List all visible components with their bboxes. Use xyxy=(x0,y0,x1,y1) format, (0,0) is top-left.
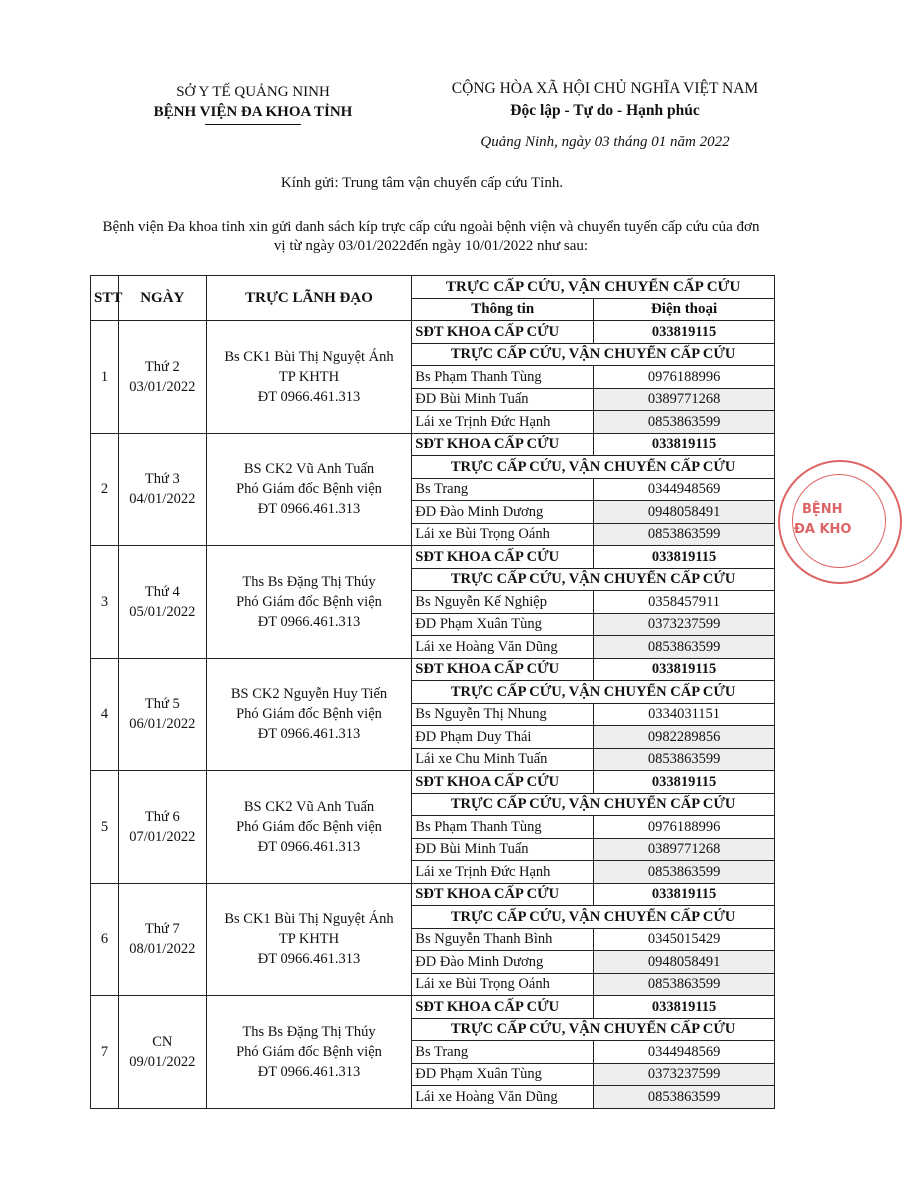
issuer-block xyxy=(118,82,388,125)
duty-team-label: TRỰC CẤP CỨU, VẬN CHUYỂN CẤP CỨU xyxy=(412,456,775,479)
table-row xyxy=(91,546,775,569)
duty-team-label: TRỰC CẤP CỨU, VẬN CHUYỂN CẤP CỨU xyxy=(412,793,775,816)
day-header: NGÀY xyxy=(118,276,206,321)
stt-cell: 7 xyxy=(91,996,119,1109)
staff-phone: 0976188996 xyxy=(594,366,775,389)
staff-phone: 0373237599 xyxy=(594,613,775,636)
staff-phone: 0948058491 xyxy=(594,951,775,974)
lead-name: BS CK2 Vũ Anh Tuấn xyxy=(243,798,375,815)
duty-date: 03/01/2022 xyxy=(129,378,196,395)
national-header xyxy=(420,78,790,122)
khoa-label: SĐT KHOA CẤP CỨU xyxy=(412,321,594,344)
info-header: Thông tin xyxy=(412,298,594,321)
lead-phone: ĐT 0966.461.313 xyxy=(257,1063,361,1080)
khoa-label: SĐT KHOA CẤP CỨU xyxy=(412,433,594,456)
duty-team-label: TRỰC CẤP CỨU, VẬN CHUYỂN CẤP CỨU xyxy=(412,343,775,366)
lead-name: BS CK2 Vũ Anh Tuấn xyxy=(243,461,375,478)
lead-title: Phó Giám đốc Bệnh viện xyxy=(236,818,382,835)
national-name: CỘNG HÒA XÃ HỘI CHỦ NGHĨA VIỆT NAM xyxy=(451,80,759,97)
khoa-label: SĐT KHOA CẤP CỨU xyxy=(412,996,594,1019)
staff-phone: 0976188996 xyxy=(594,816,775,839)
lead-title: Phó Giám đốc Bệnh viện xyxy=(236,706,382,723)
table-row xyxy=(91,658,775,681)
staff-phone: 0334031151 xyxy=(594,703,775,726)
lead-cell xyxy=(206,658,412,771)
staff-name: ĐD Đào Minh Dương xyxy=(412,951,594,974)
staff-phone: 0853863599 xyxy=(594,636,775,659)
day-cell xyxy=(118,771,206,884)
staff-phone: 0389771268 xyxy=(594,388,775,411)
day-cell xyxy=(118,996,206,1109)
duty-team-label: TRỰC CẤP CỨU, VẬN CHUYỂN CẤP CỨU xyxy=(412,906,775,929)
stt-cell: 4 xyxy=(91,658,119,771)
staff-phone: 0948058491 xyxy=(594,501,775,524)
duty-date: 08/01/2022 xyxy=(129,941,196,958)
intro-paragraph: Bệnh viện Đa khoa tỉnh xin gửi danh sách kíp trực cấp cứu ngoài bệnh viện và chuyển tuyến cấp cứu của đơn vị từ ngày 03/01/2022đến ngày 10/01/2022 như sau: xyxy=(102,219,760,254)
lead-title: TP KHTH xyxy=(278,931,340,948)
national-motto: Độc lập - Tự do - Hạnh phúc xyxy=(510,102,700,119)
lead-name: BS CK2 Nguyễn Huy Tiến xyxy=(230,686,388,703)
staff-phone: 0344948569 xyxy=(594,1041,775,1064)
lead-name: Bs CK1 Bùi Thị Nguyệt Ánh xyxy=(224,348,394,365)
lead-title: TP KHTH xyxy=(278,368,340,385)
duty-date: 04/01/2022 xyxy=(129,491,196,508)
staff-name: Lái xe Trịnh Đức Hạnh xyxy=(412,861,594,884)
staff-name: Bs Trang xyxy=(412,1041,594,1064)
khoa-label: SĐT KHOA CẤP CỨU xyxy=(412,883,594,906)
khoa-phone: 033819115 xyxy=(594,546,775,569)
department-name: SỞ Y TẾ QUẢNG NINH xyxy=(176,84,330,100)
weekday: Thứ 7 xyxy=(144,921,180,938)
staff-name: Bs Phạm Thanh Tùng xyxy=(412,816,594,839)
staff-name: Lái xe Hoàng Văn Dũng xyxy=(412,636,594,659)
table-row xyxy=(91,433,775,456)
staff-name: ĐD Phạm Xuân Tùng xyxy=(412,613,594,636)
day-cell xyxy=(118,321,206,434)
lead-header: TRỰC LÃNH ĐẠO xyxy=(206,276,412,321)
staff-name: ĐD Phạm Duy Thái xyxy=(412,726,594,749)
staff-phone: 0853863599 xyxy=(594,411,775,434)
lead-phone: ĐT 0966.461.313 xyxy=(257,838,361,855)
khoa-phone: 033819115 xyxy=(594,658,775,681)
staff-phone: 0853863599 xyxy=(594,973,775,996)
lead-cell xyxy=(206,771,412,884)
roster-body xyxy=(91,321,775,1109)
lead-cell xyxy=(206,433,412,546)
lead-phone: ĐT 0966.461.313 xyxy=(257,501,361,518)
weekday: Thứ 3 xyxy=(144,471,180,488)
khoa-phone: 033819115 xyxy=(594,883,775,906)
hospital-name: BỆNH VIỆN ĐA KHOA TỈNH xyxy=(153,104,353,120)
lead-phone: ĐT 0966.461.313 xyxy=(257,613,361,630)
stt-cell: 2 xyxy=(91,433,119,546)
staff-phone: 0345015429 xyxy=(594,928,775,951)
staff-name: Lái xe Bùi Trọng Oánh xyxy=(412,523,594,546)
header-divider xyxy=(205,124,301,125)
lead-name: Bs CK1 Bùi Thị Nguyệt Ánh xyxy=(224,911,394,928)
khoa-phone: 033819115 xyxy=(594,433,775,456)
lead-name: Ths Bs Đặng Thị Thúy xyxy=(242,573,376,590)
staff-name: ĐD Bùi Minh Tuấn xyxy=(412,388,594,411)
duty-team-label: TRỰC CẤP CỨU, VẬN CHUYỂN CẤP CỨU xyxy=(412,568,775,591)
khoa-phone: 033819115 xyxy=(594,996,775,1019)
group-header: TRỰC CẤP CỨU, VẬN CHUYỂN CẤP CỨU xyxy=(412,276,775,299)
staff-phone: 0853863599 xyxy=(594,748,775,771)
staff-name: ĐD Đào Minh Dương xyxy=(412,501,594,524)
staff-phone: 0982289856 xyxy=(594,726,775,749)
staff-phone: 0389771268 xyxy=(594,838,775,861)
stt-cell: 5 xyxy=(91,771,119,884)
stamp-text-2: ĐA KHO xyxy=(794,522,852,537)
staff-name: Bs Nguyễn Kế Nghiệp xyxy=(412,591,594,614)
lead-title: Phó Giám đốc Bệnh viện xyxy=(236,593,382,610)
table-row xyxy=(91,996,775,1019)
greeting: Kính gửi: Trung tâm vận chuyển cấp cứu Tỉnh. xyxy=(280,175,564,191)
duty-date: 09/01/2022 xyxy=(129,1053,196,1070)
lead-cell xyxy=(206,883,412,996)
duty-date: 07/01/2022 xyxy=(129,828,196,845)
table-row xyxy=(91,771,775,794)
weekday: Thứ 4 xyxy=(144,583,180,600)
weekday: Thứ 2 xyxy=(144,358,180,375)
lead-phone: ĐT 0966.461.313 xyxy=(257,726,361,743)
khoa-label: SĐT KHOA CẤP CỨU xyxy=(412,771,594,794)
staff-phone: 0853863599 xyxy=(594,1086,775,1109)
table-row xyxy=(91,883,775,906)
staff-phone: 0853863599 xyxy=(594,861,775,884)
stt-header: STT xyxy=(91,276,119,321)
phone-header: Điện thoại xyxy=(594,298,775,321)
staff-name: Bs Phạm Thanh Tùng xyxy=(412,366,594,389)
day-cell xyxy=(118,546,206,659)
weekday: CN xyxy=(152,1033,173,1050)
roster-table xyxy=(90,275,775,1109)
staff-phone: 0344948569 xyxy=(594,478,775,501)
stt-cell: 1 xyxy=(91,321,119,434)
duty-team-label: TRỰC CẤP CỨU, VẬN CHUYỂN CẤP CỨU xyxy=(412,681,775,704)
staff-phone: 0358457911 xyxy=(594,591,775,614)
stt-cell: 6 xyxy=(91,883,119,996)
document-date: Quảng Ninh, ngày 03 tháng 01 năm 2022 xyxy=(480,134,730,150)
duty-date: 06/01/2022 xyxy=(129,716,196,733)
stamp-text-1: BỆNH xyxy=(802,502,843,517)
staff-phone: 0853863599 xyxy=(594,523,775,546)
lead-cell xyxy=(206,546,412,659)
staff-name: Lái xe Trịnh Đức Hạnh xyxy=(412,411,594,434)
weekday: Thứ 6 xyxy=(144,808,180,825)
lead-cell xyxy=(206,321,412,434)
day-cell xyxy=(118,883,206,996)
staff-name: Bs Nguyễn Thị Nhung xyxy=(412,703,594,726)
lead-phone: ĐT 0966.461.313 xyxy=(257,388,361,405)
lead-cell xyxy=(206,996,412,1109)
staff-name: Lái xe Hoàng Văn Dũng xyxy=(412,1086,594,1109)
weekday: Thứ 5 xyxy=(144,696,180,713)
table-row xyxy=(91,321,775,344)
khoa-phone: 033819115 xyxy=(594,321,775,344)
khoa-phone: 033819115 xyxy=(594,771,775,794)
lead-title: Phó Giám đốc Bệnh viện xyxy=(236,481,382,498)
lead-phone: ĐT 0966.461.313 xyxy=(257,951,361,968)
staff-name: Bs Trang xyxy=(412,478,594,501)
staff-name: ĐD Bùi Minh Tuấn xyxy=(412,838,594,861)
stamp-inner-ring xyxy=(792,474,886,568)
lead-title: Phó Giám đốc Bệnh viện xyxy=(236,1043,382,1060)
lead-name: Ths Bs Đặng Thị Thúy xyxy=(242,1023,376,1040)
khoa-label: SĐT KHOA CẤP CỨU xyxy=(412,658,594,681)
stt-cell: 3 xyxy=(91,546,119,659)
duty-date: 05/01/2022 xyxy=(129,603,196,620)
staff-name: Lái xe Chu Minh Tuấn xyxy=(412,748,594,771)
day-cell xyxy=(118,658,206,771)
staff-phone: 0373237599 xyxy=(594,1063,775,1086)
official-stamp xyxy=(778,460,902,584)
duty-team-label: TRỰC CẤP CỨU, VẬN CHUYỂN CẤP CỨU xyxy=(412,1018,775,1041)
staff-name: ĐD Phạm Xuân Tùng xyxy=(412,1063,594,1086)
khoa-label: SĐT KHOA CẤP CỨU xyxy=(412,546,594,569)
staff-name: Lái xe Bùi Trọng Oánh xyxy=(412,973,594,996)
staff-name: Bs Nguyễn Thanh Bình xyxy=(412,928,594,951)
day-cell xyxy=(118,433,206,546)
